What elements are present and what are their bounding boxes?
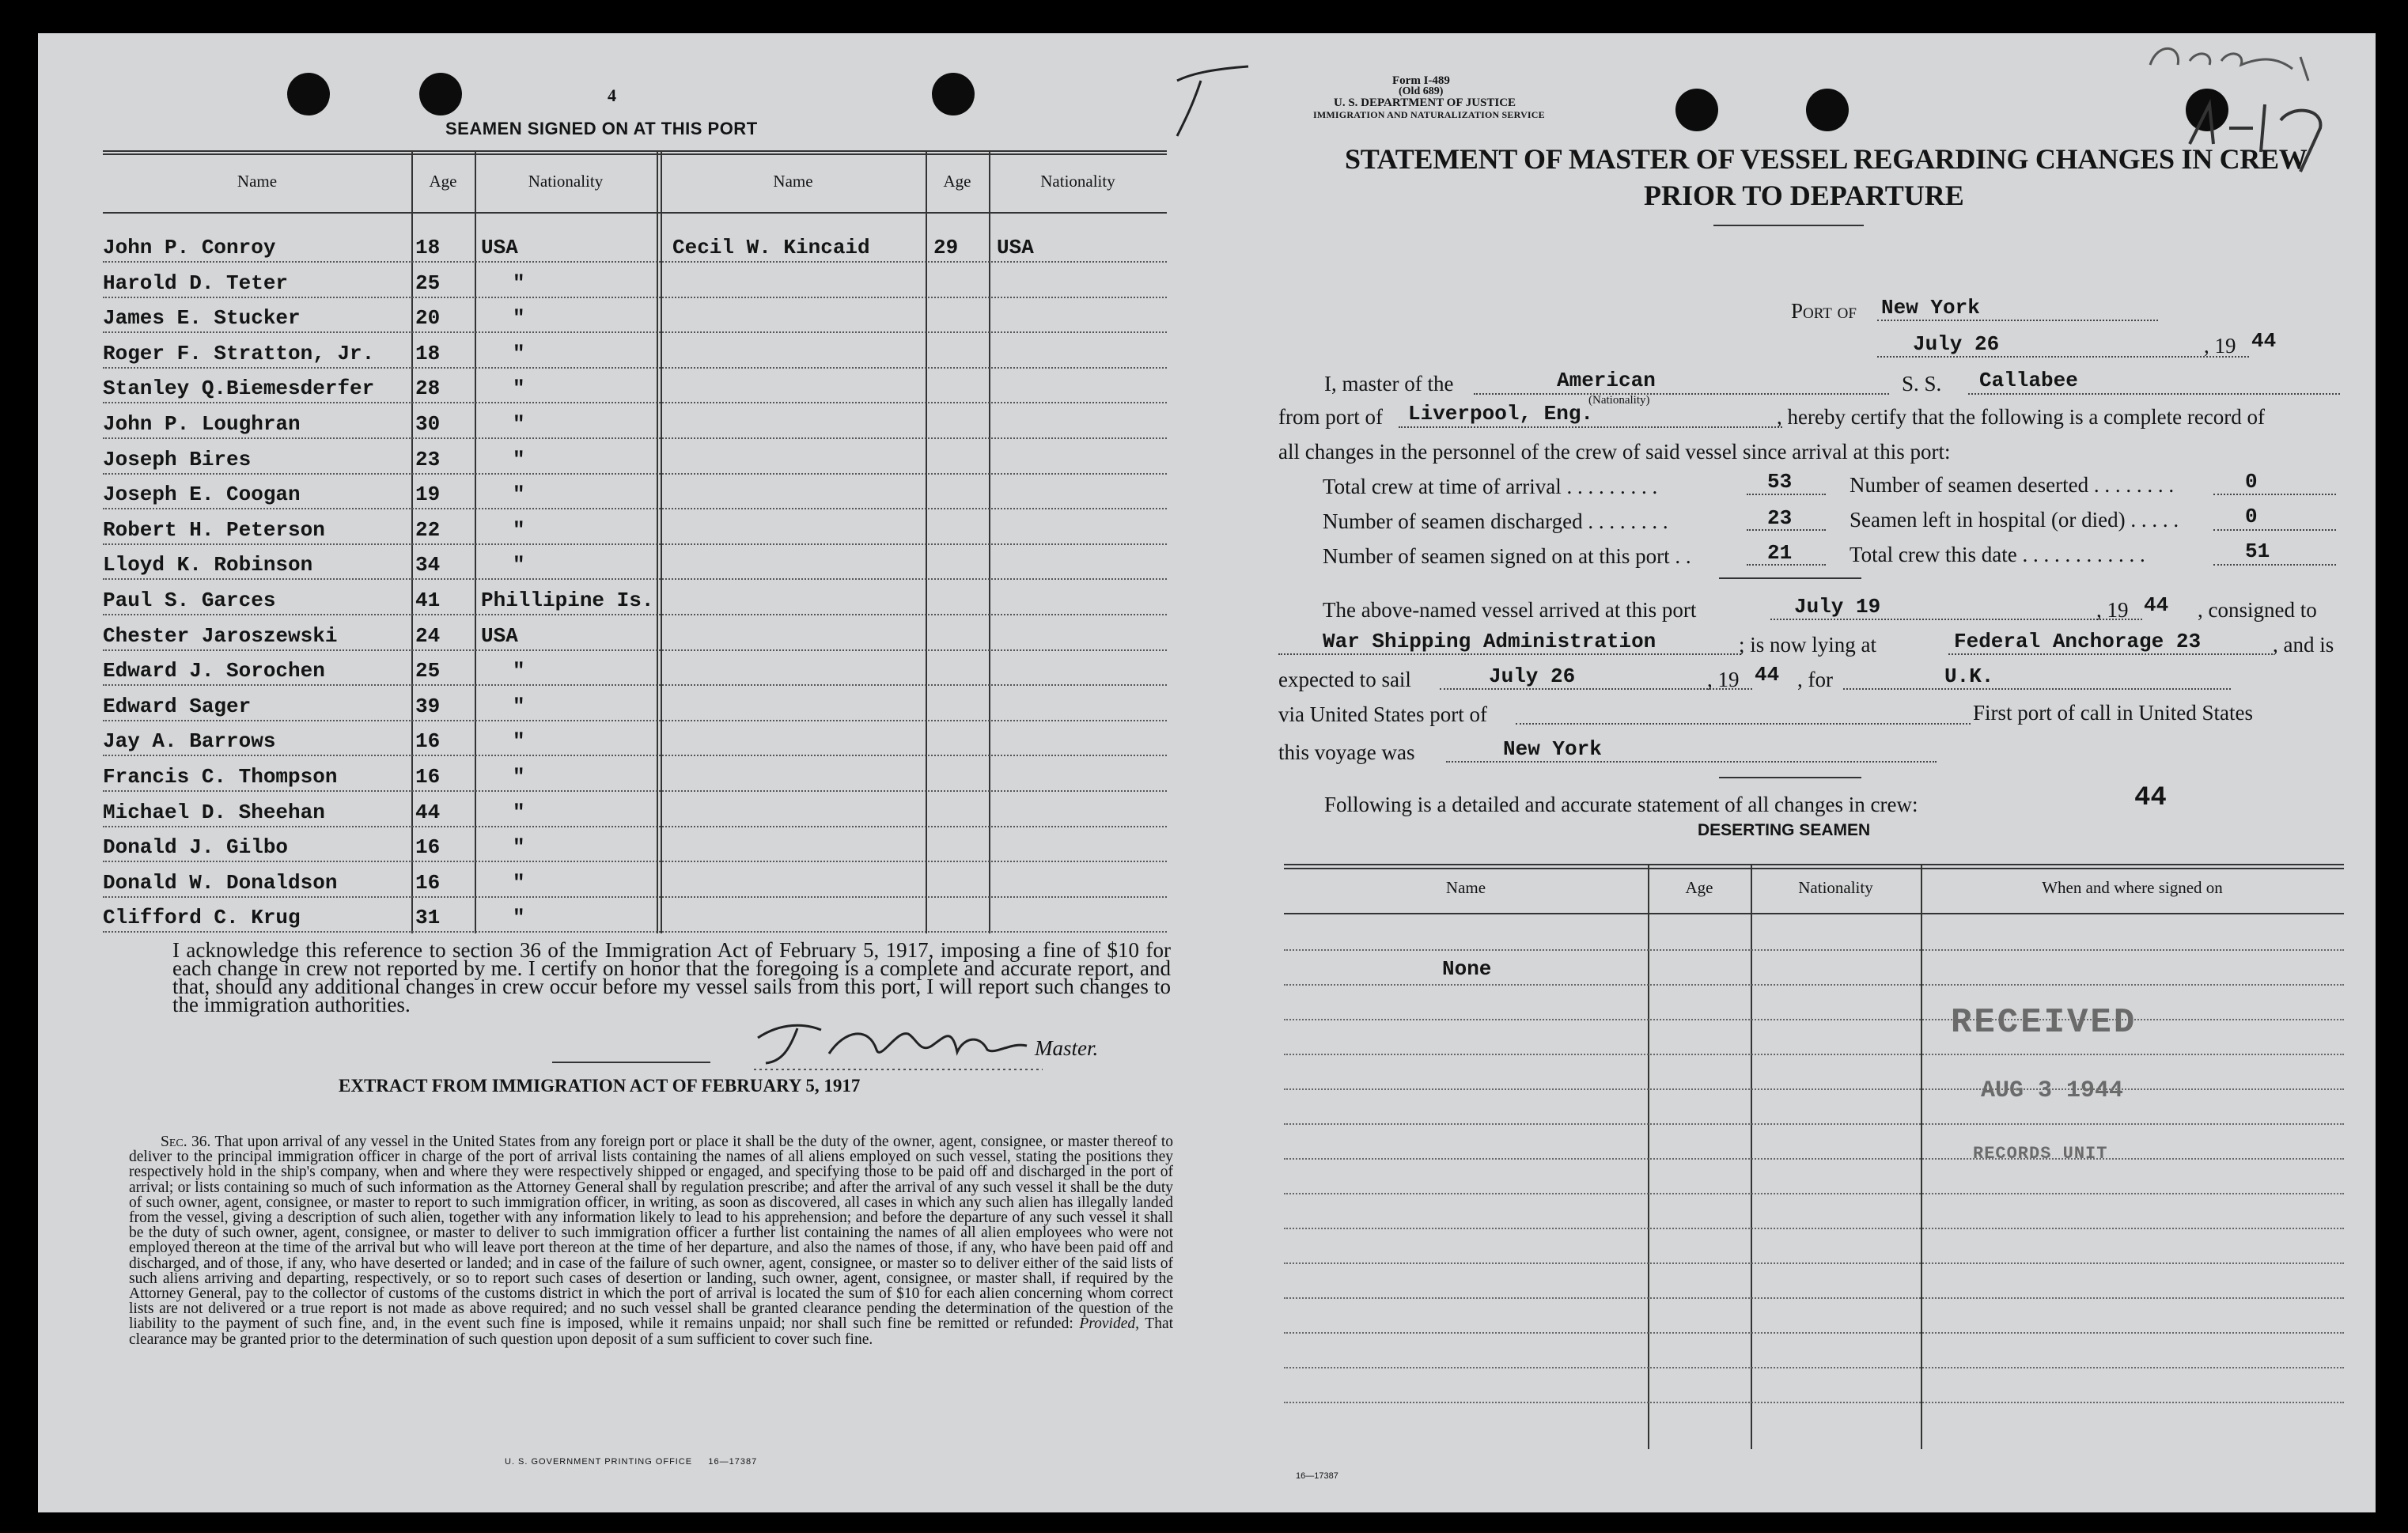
- deserted-value: 0: [2245, 470, 2258, 494]
- extract-end: That clearance may be granted prior to the determination of such question upon deposit of a sum sufficient to cover such fine.: [129, 1315, 1174, 1348]
- acknowledgement-text: I acknowledge this reference to section 36 of the Immigration Act of February 5, 1917, imposing a fine of $10 for each change in crew not reported by me. I certify on honor that the foregoing is a complete and accurate report, and that, should any additional changes in crew occur before my vessel sails from this port, I will report such changes to the immigration authorities.: [172, 938, 1171, 1016]
- received-stamp: RECEIVED: [1951, 1003, 2137, 1043]
- row-rule: [103, 367, 1167, 369]
- seaman-nationality: ": [513, 694, 525, 718]
- seaman-nationality: ": [513, 800, 525, 824]
- row-rule: [103, 508, 1167, 509]
- signed-on-value: 21: [1767, 541, 1793, 565]
- from-port-value: Liverpool, Eng.: [1408, 402, 1594, 426]
- seaman-name: Robert H. Peterson: [103, 517, 325, 542]
- row-rule: [103, 543, 1167, 545]
- seaman-age: 16: [415, 765, 441, 789]
- seaman-nationality: USA: [997, 236, 1034, 259]
- row-rule: [103, 614, 1167, 615]
- voyage-port: New York: [1503, 737, 1602, 761]
- form-title-line2: PRIOR TO DEPARTURE: [1644, 180, 1964, 211]
- year-value: 44: [2251, 329, 2277, 353]
- seaman-age: 19: [415, 483, 441, 507]
- deserted-label: Number of seamen deserted . . . . . . . .: [1850, 473, 2175, 497]
- hospital-label: Seamen left in hospital (or died) . . . . .: [1850, 508, 2179, 532]
- seaman-name: Francis C. Thompson: [103, 765, 338, 789]
- seaman-name: Edward J. Sorochen: [103, 659, 325, 683]
- col-header-name: Name: [237, 172, 278, 191]
- total-crew-arrival-value: 53: [1767, 470, 1793, 494]
- expected-year: 44: [1755, 663, 1780, 687]
- seaman-age: 30: [415, 412, 441, 436]
- punch-hole: [1806, 89, 1849, 131]
- seaman-nationality: ": [513, 835, 525, 860]
- seaman-name: Michael D. Sheehan: [103, 800, 325, 824]
- arrived-date: July 19: [1794, 595, 1881, 619]
- row-rule: [103, 402, 1167, 403]
- certify-text-2: all changes in the personnel of the crew of said vessel since arrival at this port:: [1278, 440, 1951, 464]
- printer-line: U. S. GOVERNMENT PRINTING OFFICE 16—17387: [505, 1457, 758, 1467]
- seaman-age: 18: [415, 341, 441, 365]
- seaman-name: Edward Sager: [103, 694, 252, 718]
- master-of-the-label: I, master of the: [1324, 372, 1454, 396]
- from-port-label: from port of: [1278, 405, 1383, 429]
- seaman-name: Stanley Q.Biemesderfer: [103, 377, 375, 401]
- seaman-nationality: ": [513, 553, 525, 577]
- seaman-name: Jay A. Barrows: [103, 729, 276, 754]
- form-number: Form I-489: [1392, 74, 1450, 87]
- punch-hole: [287, 73, 330, 115]
- row-rule: [103, 720, 1167, 721]
- extract-body: [129, 1134, 1173, 1347]
- deserting-title: DESERTING SEAMEN: [1698, 821, 1871, 839]
- seaman-name: Cecil W. Kincaid: [672, 236, 870, 259]
- seaman-nationality: ": [513, 271, 525, 295]
- deserting-col-nationality: Nationality: [1798, 878, 1873, 897]
- seaman-age: 44: [415, 800, 441, 824]
- seaman-age: 23: [415, 447, 441, 471]
- seaman-nationality: Phillipine Is.: [481, 589, 654, 612]
- seaman-nationality: ": [513, 517, 525, 542]
- seaman-nationality: USA: [481, 236, 518, 259]
- seaman-name: Harold D. Teter: [103, 271, 289, 295]
- seaman-age: 16: [415, 835, 441, 860]
- old-form-number: (Old 689): [1399, 85, 1444, 97]
- seaman-name: Chester Jaroszewski: [103, 623, 338, 648]
- signed-on-label: Number of seamen signed on at this port . .: [1323, 544, 1691, 568]
- deserting-seamen-table: [1284, 864, 2344, 1449]
- total-today-label: Total crew this date . . . . . . . . . . . .: [1850, 543, 2145, 566]
- discharged-value: 23: [1767, 506, 1793, 530]
- discharged-label: Number of seamen discharged . . . . . . . .: [1323, 509, 1668, 533]
- consigned-label: , consigned to: [2198, 598, 2317, 622]
- arrived-year: 44: [2144, 593, 2169, 617]
- seaman-name: James E. Stucker: [103, 306, 301, 331]
- row-rule: [103, 684, 1167, 686]
- expected-year-prefix: , 19: [1707, 668, 1740, 691]
- row-rule: [103, 790, 1167, 792]
- row-rule: [103, 755, 1167, 756]
- service: IMMIGRATION AND NATURALIZATION SERVICE: [1313, 109, 1545, 120]
- row-rule: [103, 331, 1167, 333]
- arrived-year-prefix: , 19: [2096, 598, 2129, 622]
- seaman-nationality: USA: [481, 623, 518, 648]
- seaman-age: 24: [415, 623, 441, 648]
- row-rule: [103, 437, 1167, 439]
- department: U. S. DEPARTMENT OF JUSTICE: [1334, 97, 1516, 109]
- seaman-age: 25: [415, 271, 441, 295]
- ship-name: Callabee: [1979, 369, 2078, 392]
- seaman-name: John P. Loughran: [103, 412, 301, 436]
- row-rule: [103, 861, 1167, 862]
- expected-date: July 26: [1489, 664, 1576, 688]
- certify-text: , hereby certify that the following is a complete record of: [1777, 405, 2266, 429]
- seaman-age: 31: [415, 906, 441, 930]
- seaman-name: Roger F. Stratton, Jr.: [103, 341, 375, 365]
- extract-section: Sec. 36.: [161, 1134, 211, 1150]
- received-stamp-date: AUG 3 1944: [1981, 1077, 2124, 1104]
- voyage-label: this voyage was: [1278, 740, 1415, 764]
- and-is-label: , and is: [2273, 633, 2334, 657]
- col-header-name-2: Name: [773, 172, 813, 191]
- title-rule: [1713, 225, 1864, 226]
- row-rule: [103, 896, 1167, 898]
- seaman-name: John P. Conroy: [103, 236, 276, 259]
- ss-label: S. S.: [1902, 372, 1942, 396]
- row-rule: [103, 826, 1167, 827]
- seaman-age: 22: [415, 517, 441, 542]
- expected-label: expected to sail: [1278, 668, 1411, 691]
- records-unit-stamp: RECORDS UNIT: [1973, 1144, 2108, 1164]
- seaman-name: Donald W. Donaldson: [103, 870, 338, 895]
- col-header-nationality-2: Nationality: [1040, 172, 1115, 191]
- seaman-name: Paul S. Garces: [103, 589, 276, 612]
- seaman-age: 18: [415, 236, 441, 259]
- section-title: SEAMEN SIGNED ON AT THIS PORT: [445, 119, 758, 138]
- deserting-col-name: Name: [1445, 878, 1486, 897]
- seaman-nationality: ": [513, 765, 525, 789]
- seaman-age: 29: [933, 236, 959, 259]
- for-label: , for: [1797, 668, 1833, 691]
- seaman-age: 41: [415, 589, 441, 612]
- nationality-label: (Nationality): [1588, 394, 1650, 407]
- first-port-label: First port of call in United States: [1973, 701, 2253, 725]
- row-rule: [103, 578, 1167, 580]
- seaman-nationality: ": [513, 341, 525, 365]
- master-label: Master.: [1035, 1036, 1099, 1060]
- row-rule: [103, 473, 1167, 475]
- lying-at: Federal Anchorage 23: [1954, 630, 2202, 653]
- destination: U.K.: [1944, 664, 1994, 688]
- master-signature: [750, 1006, 1051, 1077]
- total-crew-arrival-label: Total crew at time of arrival . . . . . . . . .: [1323, 475, 1658, 498]
- seaman-nationality: ": [513, 377, 525, 401]
- seaman-age: 16: [415, 870, 441, 895]
- form-footer: 16—17387: [1296, 1471, 1338, 1481]
- deserting-entry: None: [1442, 957, 1492, 981]
- seaman-nationality: ": [513, 483, 525, 507]
- extract-title: EXTRACT FROM IMMIGRATION ACT OF FEBRUARY 5, 1917: [339, 1076, 861, 1096]
- seaman-nationality: ": [513, 729, 525, 754]
- seamen-signed-on-table: [103, 150, 1167, 933]
- extract-rule: [552, 1062, 710, 1063]
- row-rule: [103, 649, 1167, 651]
- row-rule: [103, 261, 1167, 263]
- seaman-age: 20: [415, 306, 441, 331]
- nationality-value: American: [1557, 369, 1656, 392]
- consignee: War Shipping Administration: [1323, 630, 1656, 653]
- form-title-line1: STATEMENT OF MASTER OF VESSEL REGARDING CHANGES IN CREW: [1345, 143, 2308, 175]
- following-label: Following is a detailed and accurate statement of all changes in crew:: [1324, 793, 1918, 816]
- seaman-name: Donald J. Gilbo: [103, 835, 289, 860]
- page-number: 4: [608, 85, 616, 105]
- total-today-value: 51: [2245, 539, 2270, 563]
- extract-provided: Provided,: [1079, 1315, 1140, 1333]
- hospital-value: 0: [2245, 505, 2258, 528]
- seaman-name: Lloyd K. Robinson: [103, 553, 313, 577]
- seaman-name: Joseph E. Coogan: [103, 483, 301, 507]
- punch-hole: [419, 73, 462, 115]
- seaman-age: 16: [415, 729, 441, 754]
- seaman-age: 28: [415, 377, 441, 401]
- seaman-nationality: ": [513, 870, 525, 895]
- seaman-nationality: ": [513, 412, 525, 436]
- deserting-col-signed-on: When and where signed on: [2042, 878, 2223, 897]
- punch-hole: [932, 73, 975, 115]
- col-header-nationality: Nationality: [528, 172, 604, 191]
- date-value: July 26: [1913, 332, 2000, 356]
- document-sheet: [38, 33, 2376, 1512]
- handwritten-file-number: [2134, 33, 2372, 176]
- row-rule: [103, 297, 1167, 298]
- seaman-name: Clifford C. Krug: [103, 906, 301, 930]
- seaman-nationality: ": [513, 447, 525, 471]
- arrived-label: The above-named vessel arrived at this port: [1323, 598, 1697, 622]
- col-header-age: Age: [429, 172, 457, 191]
- port-label: Port of: [1791, 299, 1857, 323]
- extract-text: That upon arrival of any vessel in the United States from any foreign port or place it shall be the duty of the owner, agent, consignee, or master thereof to deliver to the principal immigration officer in charge of the port of arrival lists containing the names of all aliens employed on such vessel, stating the positions they respectively hold in the ship's company, when and where they were respectively shipped or engaged, and specifying those to be paid off and discharged in the port of arrival; or lists containing so much of such information as the Attorney General shall by regulation prescribe; and after the arrival of any such vessel it shall be the duty of such owner, agent, consignee, or master to report to such immigration officer, in writing, as soon as discovered, all cases in which any such alien has illegally landed from the vessel, giving a description of such alien, together with any information likely to lead to his apprehension; and before the departure of any such vessel it shall be the duty of such owner, agent, consignee, or master to deliver to such immigration officer a further list containing the names of all alien employees who were not employed thereon at the time of the arrival but who will leave port thereon at the time of her departure, and also the names of those, if any, who have been paid off and discharged, and of those, if any, who have deserted or landed; and in case of the failure of such owner, agent, consignee, or master so to deliver either of the said lists of such aliens arriving and departing, respectively, or so to report such cases of desertion or landing, such owner, agent, consignee, or master shall, if required by the Attorney General, pay to the collector of customs of the customs district in which the port of arrival is located the sum of $10 for each alien concerning whom correct lists are not delivered or a true report is not made as above required; and no such vessel shall be granted clearance pending the determination of the question of the liability to the payment of such fine, and, in the event such fine is imposed, while it remains unpaid; nor shall such fine be remitted or refunded:: [129, 1134, 1173, 1333]
- seaman-nationality: ": [513, 659, 525, 683]
- lying-label: ; is now lying at: [1739, 633, 1876, 657]
- seaman-age: 34: [415, 553, 441, 577]
- via-label: via United States port of: [1278, 702, 1487, 726]
- seaman-nationality: ": [513, 306, 525, 331]
- deserting-col-age: Age: [1685, 878, 1713, 897]
- seaman-name: Joseph Bires: [103, 447, 252, 471]
- row-rule: [103, 931, 1167, 933]
- seaman-age: 25: [415, 659, 441, 683]
- seaman-age: 39: [415, 694, 441, 718]
- port-value: New York: [1881, 296, 1980, 320]
- handwritten-mark: [1169, 57, 1264, 144]
- year-prefix: , 19: [2204, 334, 2236, 358]
- seaman-nationality: ": [513, 906, 525, 930]
- margin-mark: 44: [2134, 783, 2167, 813]
- col-header-age-2: Age: [943, 172, 971, 191]
- punch-hole: [1675, 89, 1718, 131]
